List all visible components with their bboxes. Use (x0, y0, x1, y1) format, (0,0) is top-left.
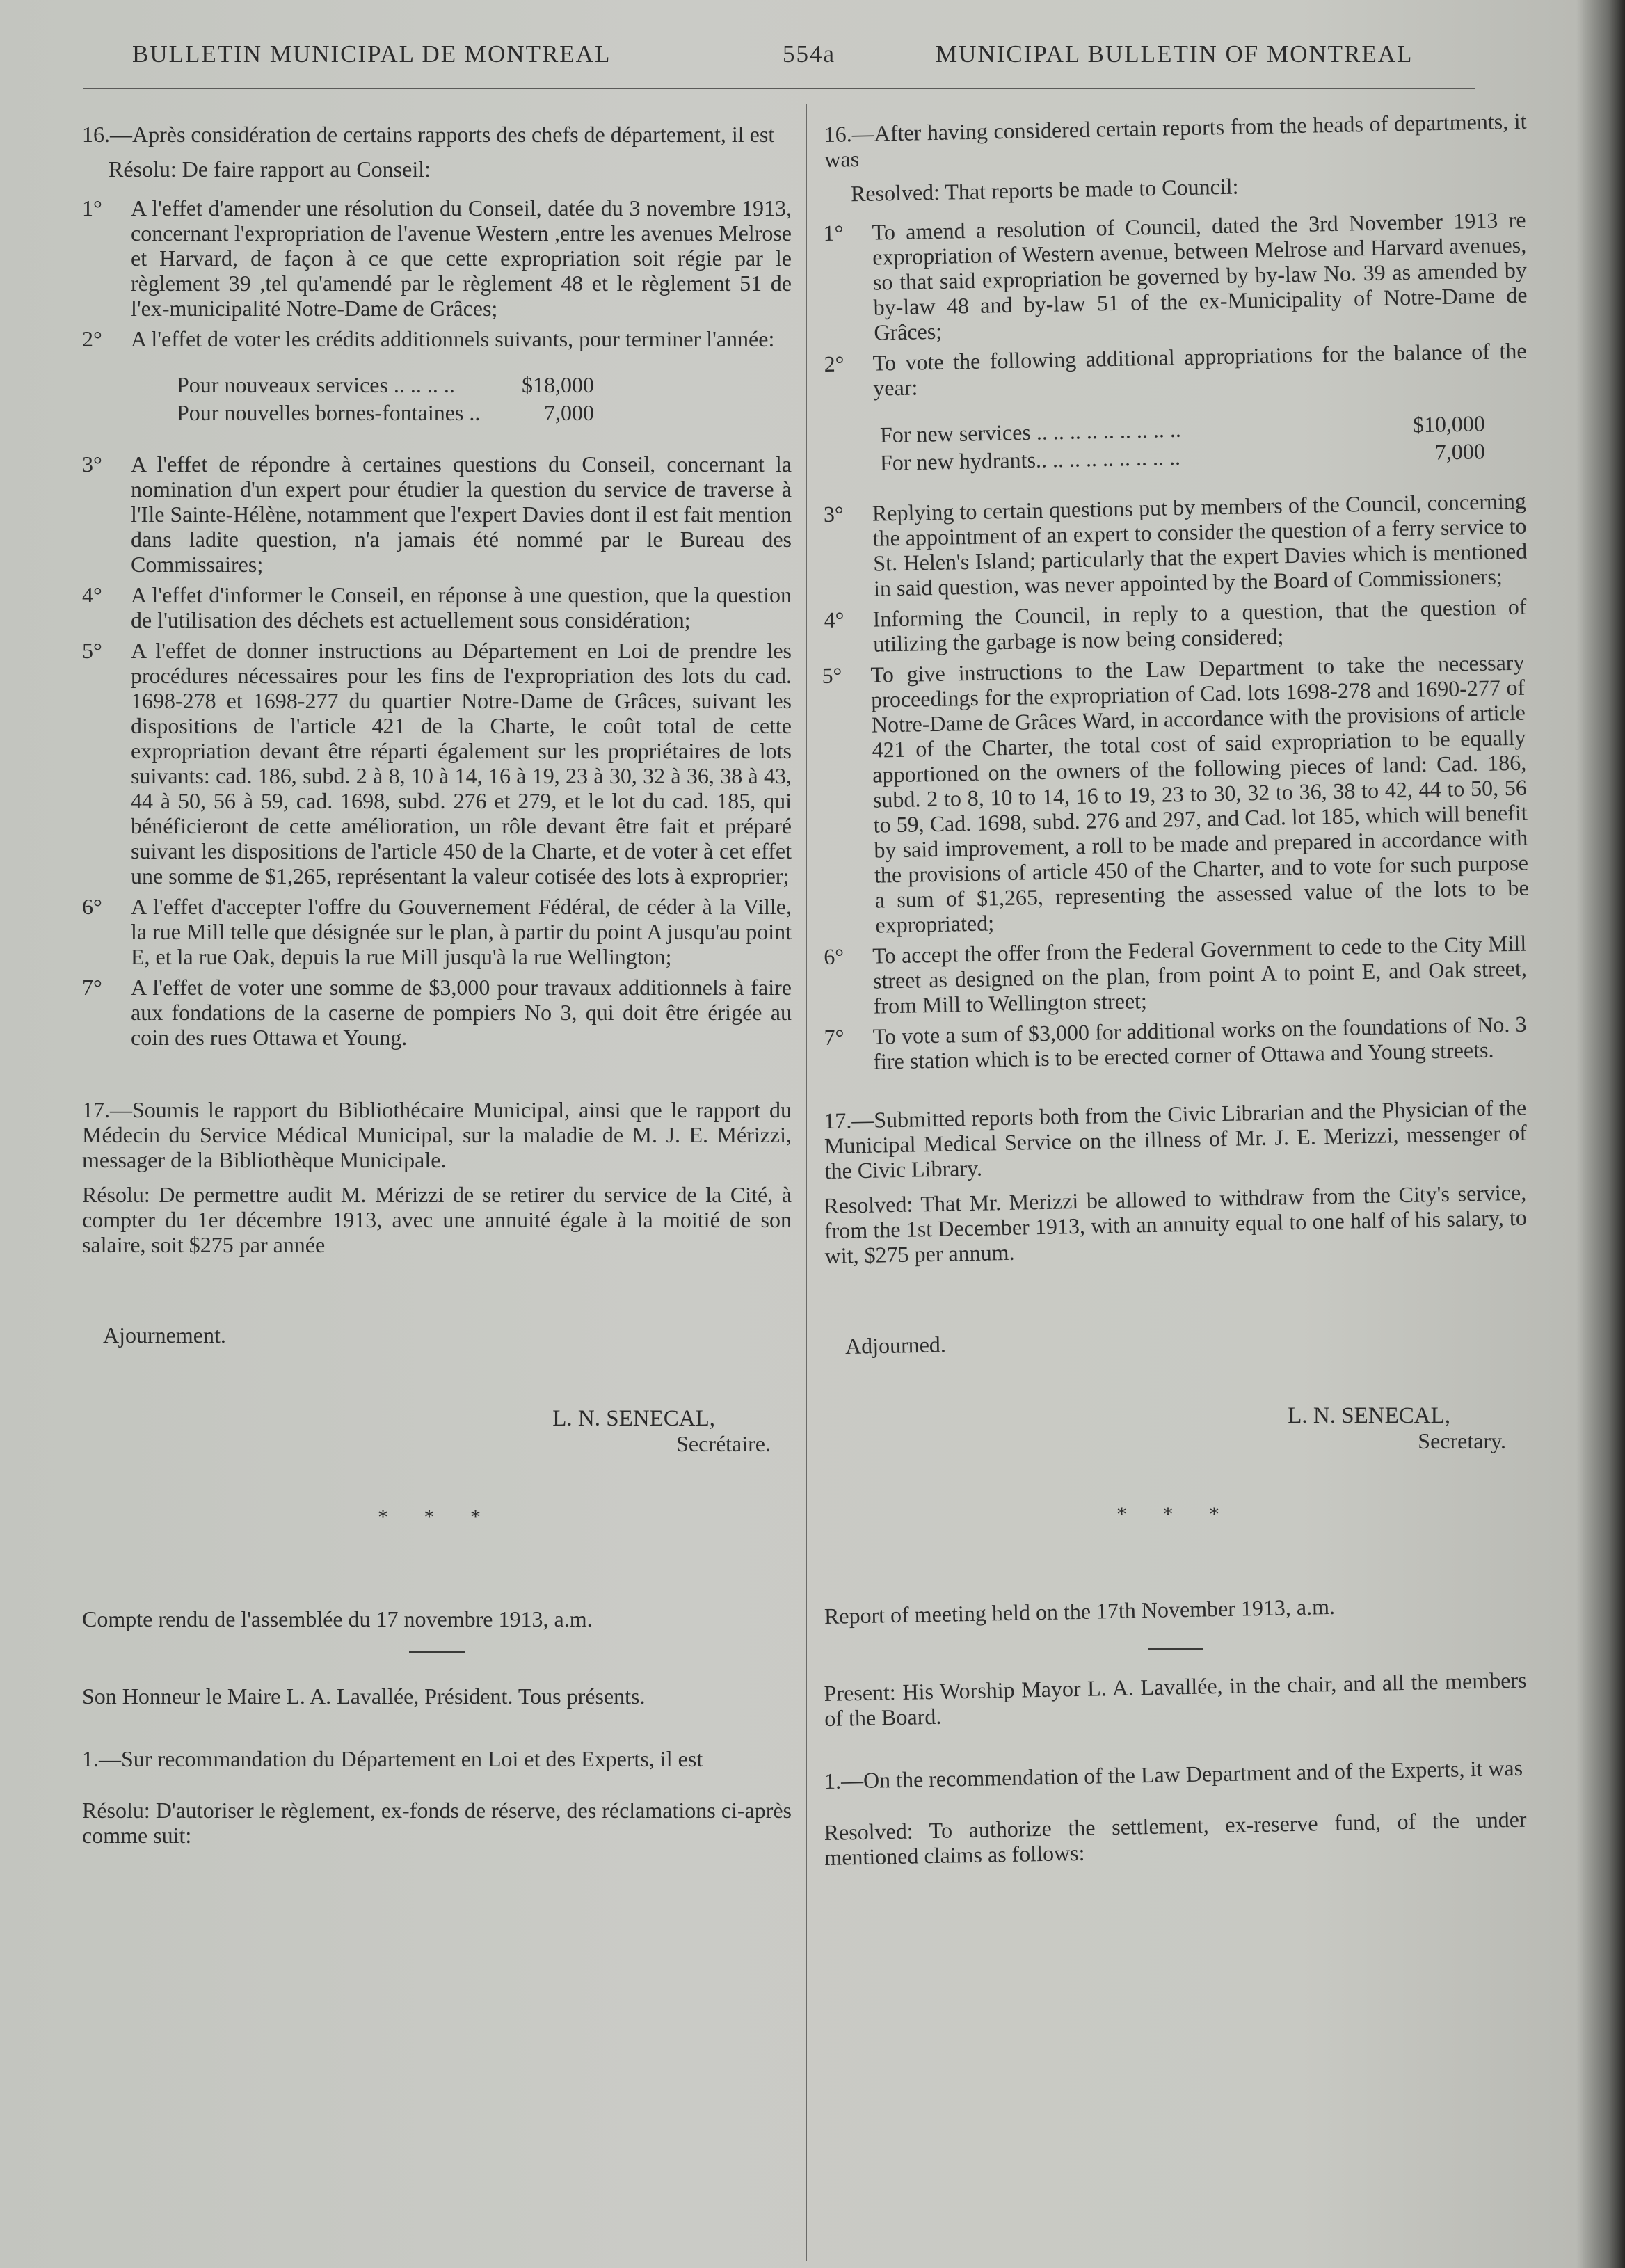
fr-resolution-item (82, 195, 792, 321)
en-signature (824, 1403, 1527, 1453)
item-number: 6° (82, 894, 102, 919)
en-resolution-item (824, 931, 1528, 1019)
english-column (822, 108, 1529, 1880)
credit-amount: $18,000 (522, 372, 594, 397)
fr-signature (82, 1406, 792, 1456)
en-resolution-item (824, 488, 1528, 602)
signatory-name: L. N. SENECAL, (1288, 1403, 1450, 1428)
item-number: 1° (823, 220, 844, 246)
credit-label: Pour nouvelles bornes-fontaines .. (177, 400, 481, 425)
column-divider (806, 104, 807, 2261)
item-number: 2° (824, 351, 844, 376)
item-text: To accept the offer from the Federal Government to cede to the City Mill street as designed on the plan, from point A to point E, and Oak street, from Mill to Wellington street; (872, 930, 1528, 1019)
fr-item16-intro: 16.—Après considération de certains rapports des chefs de département, il est (82, 122, 775, 147)
fr-resolution-item (82, 582, 792, 632)
header-english-title: MUNICIPAL BULLETIN OF MONTREAL (936, 40, 1414, 67)
en-item17-intro: 17.—Submitted reports both from the Civic Librarian and the Physician of the Municipal Medical Service on the illness of Mr. J. E. Merizzi, messenger of the Civic Library. (823, 1094, 1528, 1183)
fr-meeting-title: Compte rendu de l'assemblée du 17 novembre 1913, a.m. (82, 1606, 593, 1631)
fr-resolution-item (82, 326, 792, 351)
item-number: 2° (82, 326, 102, 351)
credit-amount: 7,000 (1434, 438, 1486, 465)
credit-label: For new hydrants.. .. .. .. .. .. .. .. .. (879, 444, 1181, 475)
signatory-title: Secrétaire. (676, 1431, 771, 1456)
item-number: 7° (824, 1024, 844, 1050)
signatory-title: Secretary. (1418, 1428, 1506, 1453)
item-number: 3° (823, 501, 844, 527)
item-number: 4° (82, 582, 102, 607)
fr-resolution-item (82, 975, 792, 1050)
item-text: Informing the Council, in reply to a question, that the question of utilizing the garbage is now being considered; (872, 593, 1527, 657)
item-number: 4° (824, 607, 844, 632)
credit-line (177, 372, 594, 397)
section-separator: * * * (1116, 1503, 1235, 1526)
header-french-title: BULLETIN MUNICIPAL DE MONTREAL (132, 40, 611, 67)
fr-item16-resolved: Résolu: De faire rapport au Conseil: (109, 157, 431, 182)
item-text: A l'effet d'accepter l'offre du Gouvernement Fédéral, de céder à la Ville, la rue Mill telle que désignée sur le plan, à partir du point A jusqu'au point E, et la rue Oak, depuis la rue Mill jusqu'à la rue Wellington; (131, 894, 792, 969)
en-resolution-item (823, 207, 1528, 346)
credit-line (177, 400, 594, 425)
fr-resolution-item (82, 638, 792, 888)
section-separator: * * * (378, 1506, 496, 1528)
en-adjournment: Adjourned. (844, 1332, 947, 1359)
en-item16-intro: 16.—After having considered certain reports from the heads of departments, it was (824, 108, 1527, 172)
credit-label: Pour nouveaux services .. .. .. .. (177, 372, 455, 397)
credit-amount: 7,000 (544, 400, 594, 425)
en-credits-list (824, 410, 1527, 475)
short-rule (1148, 1648, 1203, 1650)
fr-adjournment: Ajournement. (103, 1323, 226, 1348)
item-text: A l'effet de répondre à certaines questions du Conseil, concernant la nomination d'un expert pour étudier la question du service de traverse à l'Ile Sainte-Hélène, notamment que l'expert Davies dont il est fait mention dans ladite question, n'a jamais été nommé par le Bureau des Commissaires; (131, 452, 792, 577)
item-text: A l'effet de donner instructions au Département en Loi de prendre les procédures nécessaires pour les fins de l'expropriation des lots du cad. 1698-278 et 1698-277 du quartier Notre-Dame de Grâces, suivant les dispositions de l'article 421 de la Charte, le coût total de cette expropriation devant être réparti également sur les propriétaires de lots suivants: cad. 186, subd. 2 à 8, 10 à 14, 16 à 19, 23 à 30, 32 à 36, 38 à 43, 44 à 50, 56 à 59, cad. 1698, subd. 276 et 279, et le lot du cad. 185, qui bénéficieront de cette amélioration, un rôle devant être fait et préparé suivant les dispositions de l'article 450 de la Charte, et de voter à cet effet une somme de $1,265, représentant la valeur cotisée des lots à exproprier; (131, 638, 792, 888)
en-attendance: Present: His Worship Mayor L. A. Lavallée, in the chair, and all the members of the Board. (824, 1667, 1527, 1731)
item-number: 5° (822, 662, 842, 689)
fr-attendance: Son Honneur le Maire L. A. Lavallée, Président. Tous présents. (82, 1684, 646, 1709)
page-edge-shadow (1583, 0, 1625, 2268)
item-text: To amend a resolution of Council, dated the 3rd November 1913 re expropriation of Western avenue, between Melrose and Harvard avenues, so that said expropriation be governed by by-law No. 39 as amended by by-law 48 and by-law 51 of the ex-Municipality of Notre-Dame de Grâces; (872, 207, 1528, 345)
header-rule (83, 88, 1475, 89)
item-text: To vote the following additional appropriations for the balance of the year: (872, 337, 1527, 401)
en-resolution-item (824, 1012, 1527, 1075)
item-text: A l'effet de voter une somme de $3,000 pour travaux additionnels à faire aux fondations de la caserne de pompiers No 3, qui doit être érigée au coin des rues Ottawa et Young. (131, 975, 792, 1050)
page-header (125, 40, 1489, 74)
fr-item1-resolved: Résolu: D'autoriser le règlement, ex-fonds de réserve, des réclamations ci-après comme suit: (82, 1798, 792, 1848)
item-text: A l'effet de voter les crédits additionnels suivants, pour terminer l'année: (131, 326, 775, 351)
credit-amount: $10,000 (1412, 410, 1486, 438)
fr-item17-intro: 17.—Soumis le rapport du Bibliothécaire Municipal, ainsi que le rapport du Médecin du Service Médical Municipal, sur la maladie de M. J. E. Mérizzi, messager de la Bibliothèque Municipale. (82, 1097, 792, 1172)
short-rule (409, 1651, 465, 1653)
en-resolution-item (824, 338, 1527, 401)
item-text: Replying to certain questions put by members of the Council, concerning the appointment of an expert to consider the question of a ferry service to St. Helen's Island; particularly that the expert Davies which is mentioned in said question, was never appointed by the Board of Commissioners; (872, 488, 1528, 601)
item-number: 7° (82, 975, 102, 1000)
signatory-name: L. N. SENECAL, (552, 1406, 715, 1431)
item-text: To give instructions to the Law Department to take the necessary proceedings for the expropriation of Cad. lots 1698-278 and 1690-277 of Notre-Dame de Grâces Ward, in accordance with the provisions of article 421 of the Charter, the total cost of said expropriation to be equally apportioned on the owners of the following pieces of land: Cad. 186, subd. 2 to 8, 10 to 14, 16 to 19, 23 to 30, 32 to 36, 38 to 42, 44 to 50, 56 to 59, Cad. 1698, subd. 276 and 297, and Cad. lot 185, which will benefit by said improvement, a roll to be made and prepared in accordance with the provisions of article 450 of the Charter, and to vote for such purpose a sum of $1,265, representing the assessed value of the lots to be expropriated; (870, 649, 1529, 938)
fr-item1-intro: 1.—Sur recommandation du Département en Loi et des Experts, il est (82, 1746, 703, 1771)
item-text: A l'effet d'amender une résolution du Conseil, datée du 3 novembre 1913, concernant l'expropriation de l'avenue Western ,entre les avenues Melrose et Harvard, de façon à ce que cette expropriation soit régie par le règlement 39 ,tel qu'amendé par le règlement 48 et le règlement 51 de l'ex-municipalité Notre-Dame de Grâces; (131, 195, 792, 321)
item-number: 6° (823, 943, 844, 970)
french-column (82, 122, 792, 1858)
en-resolution-item (824, 594, 1527, 657)
en-item17-resolved: Resolved: That Mr. Merizzi be allowed to withdraw from the City's service, from the 1st December 1913, with an annuity equal to one half of his salary, to wit, $275 per annum. (823, 1179, 1528, 1268)
en-meeting-title: Report of meeting held on the 17th November 1913, a.m. (824, 1593, 1336, 1629)
en-item1-resolved: Resolved: To authorize the settlement, ex-reserve fund, of the under mentioned claims as follows: (824, 1806, 1527, 1870)
en-item16-resolved: Resolved: That reports be made to Council: (850, 173, 1239, 207)
fr-item17-resolved: Résolu: De permettre audit M. Mérizzi de se retirer du service de la Cité, à compter du 1er décembre 1913, avec une annuité égale à la moitié de son salaire, soit $275 par année (82, 1182, 792, 1257)
credit-label: For new services .. .. .. .. .. .. .. .. .. (879, 416, 1182, 447)
item-number: 1° (82, 195, 102, 221)
item-number: 5° (82, 638, 102, 663)
fr-resolution-item (82, 894, 792, 969)
en-resolution-item (822, 650, 1529, 939)
fr-resolution-item (82, 452, 792, 577)
item-text: To vote a sum of $3,000 for additional works on the foundations of No. 3 fire station which is to be erected corner of Ottawa and Young streets. (872, 1011, 1527, 1074)
fr-credits-list (82, 372, 792, 425)
en-item1-intro: 1.—On the recommendation of the Law Department and of the Experts, it was (824, 1755, 1523, 1794)
item-text: A l'effet d'informer le Conseil, en réponse à une question, que la question de l'utilisation des déchets est actuellement sous considération; (131, 582, 792, 632)
page-number: 554a (783, 40, 836, 67)
item-number: 3° (82, 452, 102, 477)
